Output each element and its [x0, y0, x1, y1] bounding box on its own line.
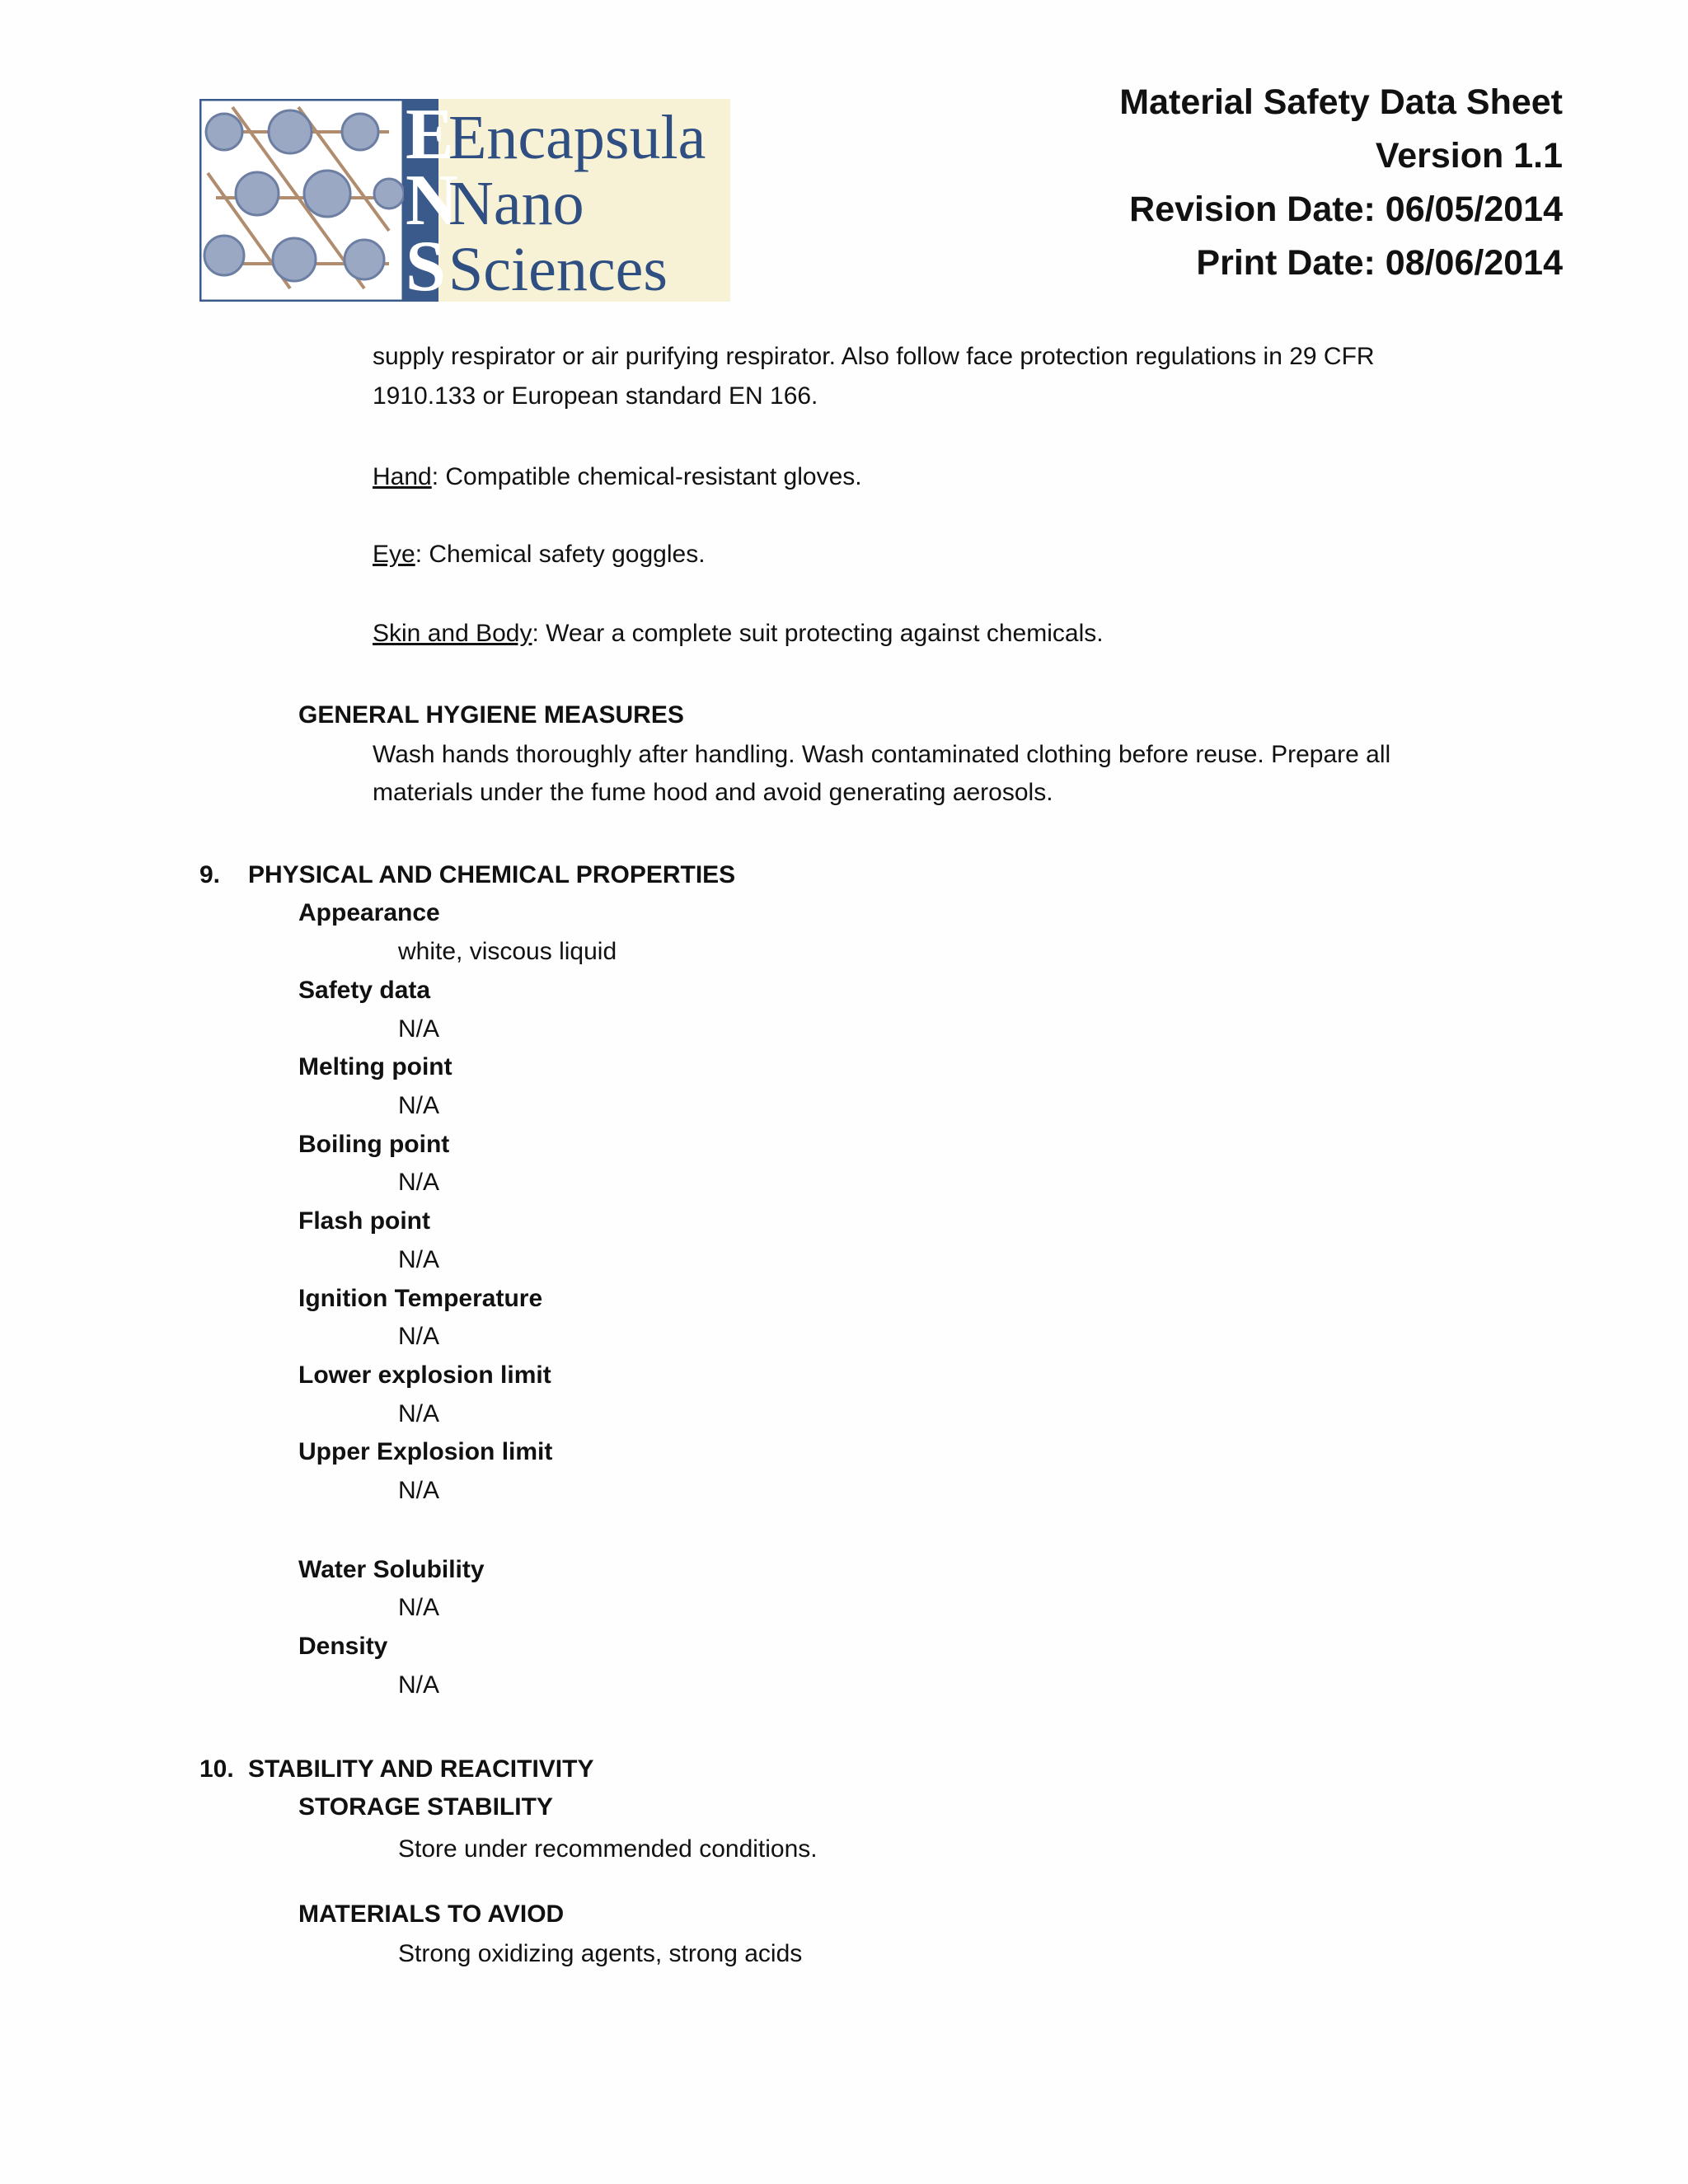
storage-stability-heading: STORAGE STABILITY	[298, 1793, 553, 1821]
section-10-title: STABILITY AND REACITIVITY	[248, 1755, 594, 1783]
logo-word-3: Sciences	[448, 235, 668, 302]
skin-protection	[373, 620, 1104, 648]
property-label: Melting point	[298, 1053, 452, 1080]
eye-text: : Chemical safety goggles.	[415, 541, 706, 568]
materials-to-avoid-heading: MATERIALS TO AVIOD	[298, 1900, 565, 1928]
revision-date: Revision Date: 06/05/2014	[1129, 190, 1563, 229]
property-value: N/A	[398, 1477, 440, 1504]
property-label: Flash point	[298, 1207, 430, 1235]
print-date: Print Date: 08/06/2014	[1196, 243, 1563, 283]
respirator-text-line1: supply respirator or air purifying respirator. Also follow face protection regulations in 29 CFR	[373, 343, 1375, 370]
company-logo	[199, 99, 730, 302]
section-9-title: PHYSICAL AND CHEMICAL PROPERTIES	[248, 861, 736, 888]
property-value: N/A	[398, 1169, 440, 1196]
hygiene-text-line1: Wash hands thoroughly after handling. Wash contaminated clothing before reuse. Prepare all	[373, 741, 1391, 768]
property-label: Upper Explosion limit	[298, 1438, 553, 1465]
section-10-number: 10.	[199, 1755, 234, 1783]
eye-label: Eye	[373, 541, 415, 568]
hygiene-text-line2: materials under the fume hood and avoid generating aerosols.	[373, 779, 1053, 806]
document-title: Material Safety Data Sheet	[1119, 82, 1563, 122]
property-label: Safety data	[298, 977, 431, 1004]
property-label: Ignition Temperature	[298, 1285, 543, 1312]
hygiene-heading: GENERAL HYGIENE MEASURES	[298, 701, 684, 729]
property-label: Appearance	[298, 899, 440, 926]
hand-label: Hand	[373, 463, 432, 490]
property-value: white, viscous liquid	[398, 938, 617, 965]
skin-label: Skin and Body	[373, 620, 532, 647]
property-value: N/A	[398, 1246, 440, 1273]
respirator-text-line2: 1910.133 or European standard EN 166.	[373, 382, 818, 410]
document-version: Version 1.1	[1375, 136, 1563, 176]
document-header	[986, 76, 1563, 290]
property-value: N/A	[398, 1015, 440, 1043]
hand-text: : Compatible chemical-resistant gloves.	[431, 463, 862, 490]
section-9-number: 9.	[199, 861, 221, 888]
property-label: Lower explosion limit	[298, 1361, 551, 1389]
property-value: N/A	[398, 1323, 440, 1350]
property-value: N/A	[398, 1092, 440, 1119]
property-value: N/A	[398, 1594, 440, 1621]
svg-text:S: S	[406, 227, 446, 302]
svg-text:E: E	[406, 99, 454, 175]
skin-text: : Wear a complete suit protecting against chemicals.	[532, 620, 1104, 647]
svg-text:N: N	[406, 161, 458, 241]
logo-word-2: Nano	[448, 169, 584, 238]
storage-stability-text: Store under recommended conditions.	[398, 1835, 818, 1863]
property-value: N/A	[398, 1400, 440, 1427]
property-label: Water Solubility	[298, 1556, 485, 1583]
materials-to-avoid-text: Strong oxidizing agents, strong acids	[398, 1940, 803, 1967]
property-label: Density	[298, 1633, 388, 1660]
logo-word-1: Encapsula	[448, 103, 706, 172]
eye-protection	[373, 541, 706, 569]
property-value: N/A	[398, 1671, 440, 1699]
hand-protection	[373, 463, 862, 491]
property-label: Boiling point	[298, 1131, 450, 1158]
